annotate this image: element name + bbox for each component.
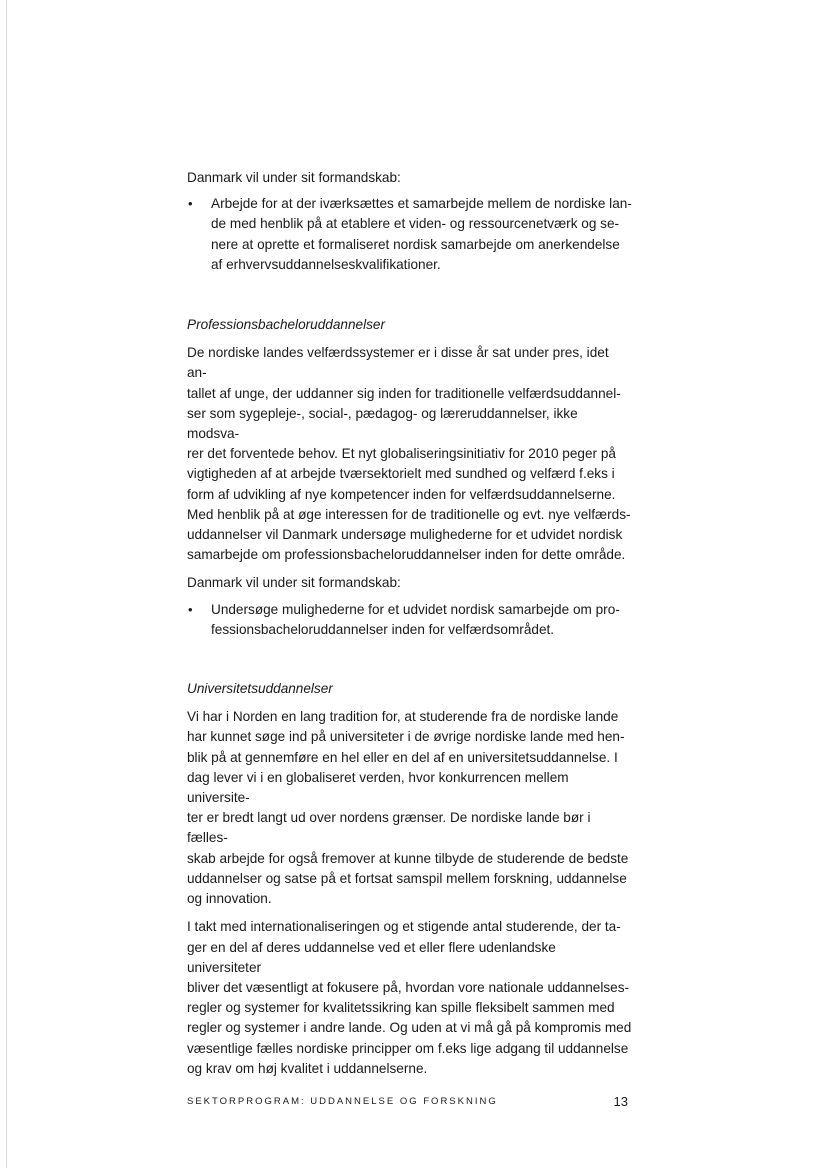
line: ter er bredt langt ud over nordens grænser. De nordiske lande bør i fælles-: [187, 810, 591, 846]
line: Arbejde for at der iværksættes et samarbejde mellem de nordiske lan-: [211, 196, 632, 212]
line: vigtigheden af at arbejde tværsektorielt med sundhed og velfærd f.eks i: [187, 466, 615, 482]
section-heading-universitet: Universitetsuddannelser: [187, 681, 333, 697]
bullet-icon: •: [188, 196, 193, 212]
line: regler og systemer for kvalitetssikring kan spille fleksibelt sammen med: [187, 1000, 615, 1016]
line: væsentlige fælles nordiske principper om f.eks lige adgang til uddannelse: [187, 1040, 629, 1056]
line: samarbejde om professionsbacheloruddannelser inden for dette område.: [187, 547, 626, 563]
line: ser som sygepleje-, social-, pædagog- og læreruddannelser, ikke modsva-: [187, 405, 578, 442]
section-heading-professionsbachelor: Professionsbacheloruddannelser: [187, 317, 385, 333]
line: fessionsbacheloruddannelser inden for velfærdsområdet.: [211, 621, 555, 637]
line: De nordiske landes velfærdssystemer er i disse år sat under pres, idet an-: [187, 345, 609, 381]
paragraph-2: [187, 707, 632, 909]
bullet-item: [187, 194, 632, 275]
paragraph-3: [187, 917, 632, 1079]
line: og krav om høj kvalitet i uddannelserne.: [187, 1060, 428, 1076]
bullet-item: [187, 600, 632, 640]
line: Med henblik på at øge interessen for de traditionelle og evt. nye velfærds-: [187, 506, 631, 522]
line: dag lever vi i en globaliseret verden, hvor konkurrencen mellem universite-: [187, 769, 569, 806]
line: nere at oprette et formaliseret nordisk samarbejde om anerkendelse: [211, 236, 620, 252]
bullet-list-2: [187, 600, 632, 640]
page-number: 13: [613, 1094, 628, 1109]
running-footer: SEKTORPROGRAM: UDDANNELSE OG FORSKNING: [187, 1096, 498, 1107]
line: uddannelser og satse på et fortsat samspil mellem forskning, uddannelse: [187, 870, 627, 886]
line: tallet af unge, der uddanner sig inden for traditionelle velfærdsuddannel-: [187, 385, 621, 401]
bullet-icon: •: [188, 601, 193, 617]
line: blik på at gennemføre en hel eller en del af en universitetsuddannelse. I: [187, 749, 618, 765]
line: Undersøge mulighederne for et udvidet nordisk samarbejde om pro-: [211, 601, 620, 617]
body-content: [187, 168, 632, 1087]
line: skab arbejde for også fremover at kunne tilbyde de studerende de bedste: [187, 850, 629, 866]
bullet-list-1: [187, 194, 632, 275]
section-intro-2: Danmark vil under sit formandskab:: [187, 575, 401, 591]
line: og innovation.: [187, 891, 272, 907]
line: Vi har i Norden en lang tradition for, at studerende fra de nordiske lande: [187, 709, 619, 725]
scan-edge-line: [6, 0, 7, 1168]
line: uddannelser vil Danmark undersøge mulighederne for et udvidet nordisk: [187, 527, 623, 543]
line: I takt med internationaliseringen og et stigende antal studerende, der ta-: [187, 919, 621, 935]
line: af erhvervsuddannelseskvalifikationer.: [211, 256, 441, 272]
line: de med henblik på at etablere et viden- og ressourcenetværk og se-: [211, 216, 620, 232]
line: har kunnet søge ind på universiteter i de øvrige nordiske lande med hen-: [187, 729, 625, 745]
paragraph-1: [187, 343, 632, 565]
line: regler og systemer i andre lande. Og uden at vi må gå på kompromis med: [187, 1020, 632, 1036]
section-intro-1: Danmark vil under sit formandskab:: [187, 170, 401, 185]
line: bliver det væsentligt at fokusere på, hvordan vore nationale uddannelses-: [187, 979, 630, 995]
line: rer det forventede behov. Et nyt globaliseringsinitiativ for 2010 peger på: [187, 446, 616, 462]
line: form af udvikling af nye kompetencer inden for velfærdsuddannelserne.: [187, 486, 616, 502]
line: ger en del af deres uddannelse ved et eller flere udenlandske universiteter: [187, 939, 556, 975]
